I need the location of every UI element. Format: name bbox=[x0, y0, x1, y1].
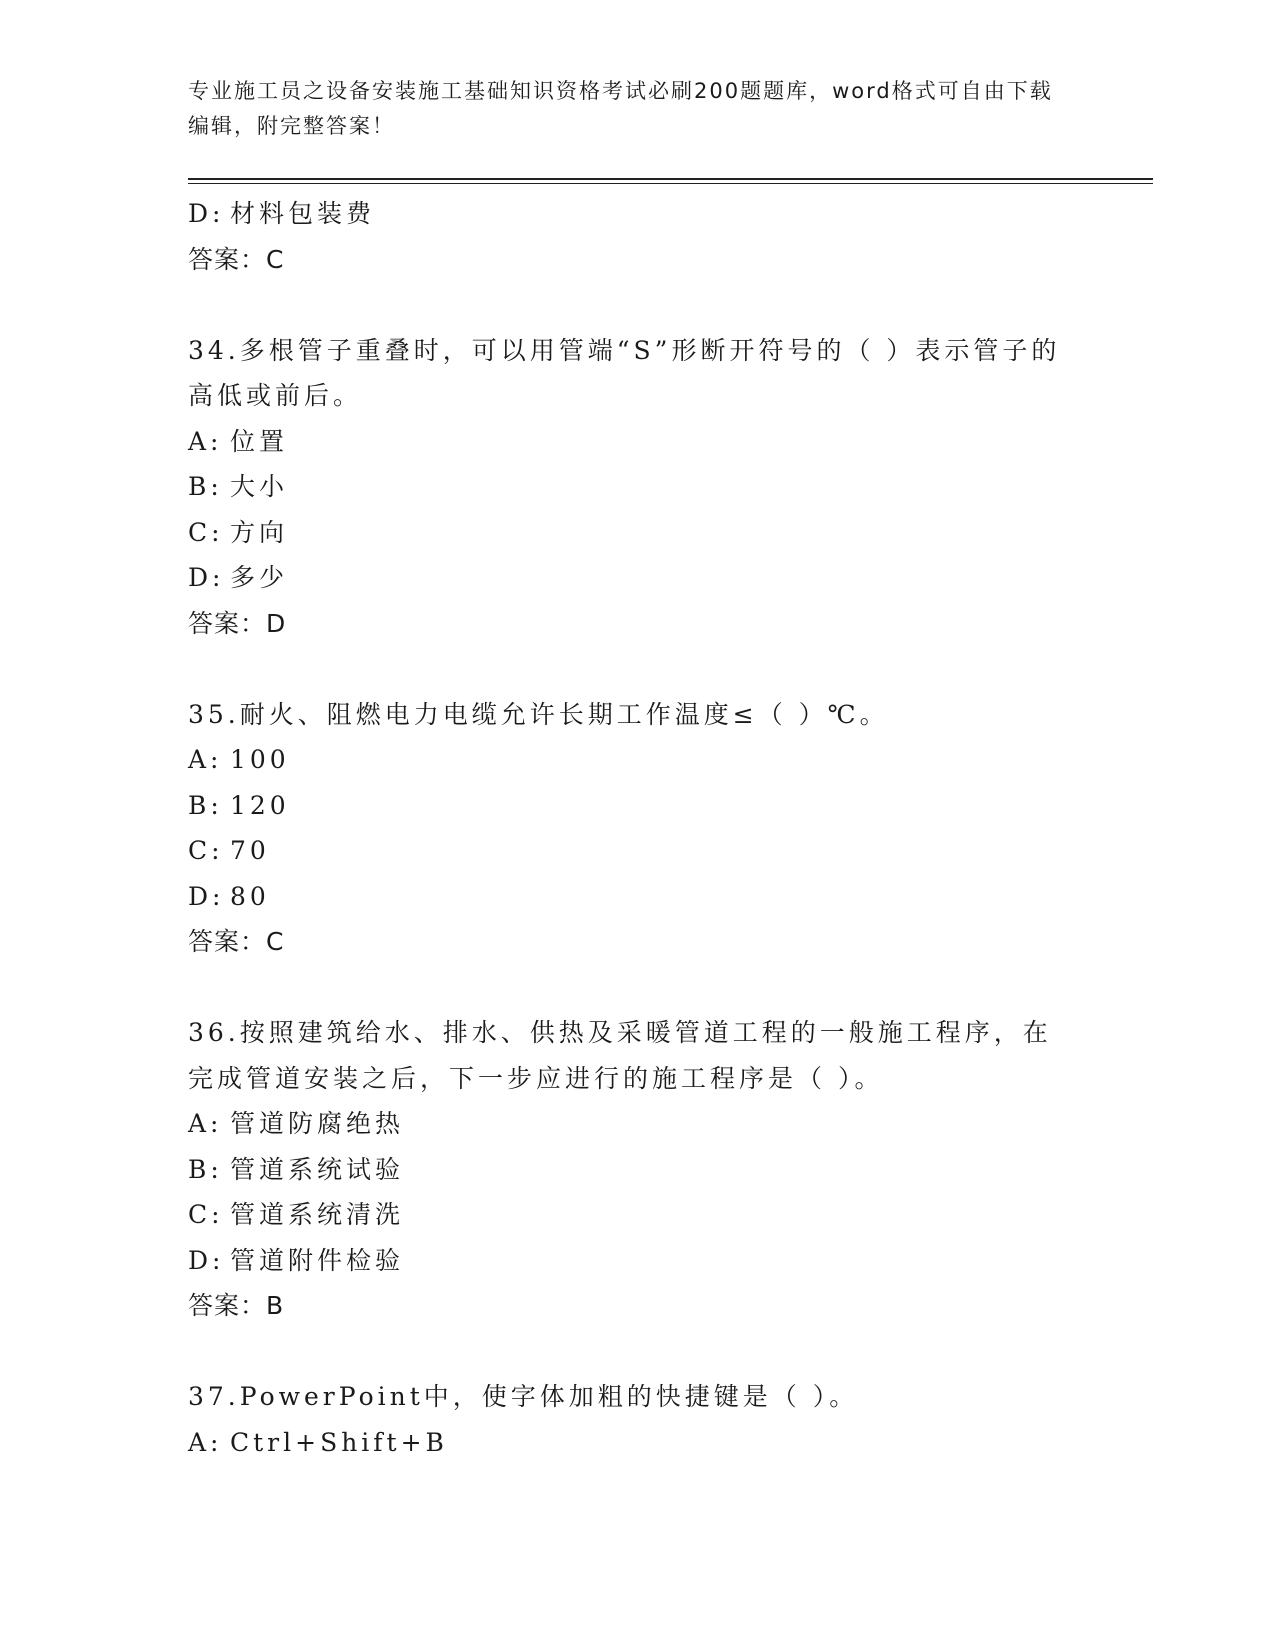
option-letter: D: bbox=[188, 881, 225, 911]
question-stem: 36.按照建筑给水、排水、供热及采暖管道工程的一般施工程序，在完成管道安装之后，下一步应进行的施工程序是（ ）。 bbox=[188, 1018, 1052, 1093]
option-letter: D: bbox=[188, 199, 225, 228]
option-text: 管道防腐绝热 bbox=[230, 1109, 405, 1138]
option-text: 120 bbox=[230, 790, 290, 820]
option-text: Ctrl+Shift+B bbox=[230, 1427, 448, 1457]
option-text: 管道系统试验 bbox=[230, 1154, 405, 1184]
option-letter: A: bbox=[188, 1427, 223, 1457]
option-text: 100 bbox=[230, 745, 290, 774]
option-a bbox=[188, 419, 1088, 465]
option-text: 70 bbox=[230, 836, 270, 865]
question-stem: 35.耐火、阻燃电力电缆允许长期工作温度≤（ ）℃。 bbox=[188, 699, 889, 729]
question-list bbox=[188, 191, 1088, 1465]
option-text: 80 bbox=[230, 881, 270, 911]
option-text: 方向 bbox=[230, 517, 289, 547]
option-letter: B: bbox=[188, 790, 223, 820]
option-b bbox=[188, 783, 1088, 829]
option-d bbox=[188, 555, 1088, 601]
option-a bbox=[188, 737, 1088, 783]
option-text: 管道附件检验 bbox=[230, 1245, 405, 1275]
option-text: 多少 bbox=[230, 563, 289, 592]
document-header: 专业施工员之设备安装施工基础知识资格考试必刷200题题库，word格式可自由下载编辑，附完整答案！ bbox=[188, 79, 1053, 138]
option-letter: C: bbox=[188, 836, 224, 865]
option-a bbox=[188, 1101, 1088, 1147]
option-letter: A: bbox=[188, 745, 223, 774]
option-letter: C: bbox=[188, 1200, 224, 1229]
header-divider bbox=[188, 178, 1153, 180]
question-stem: 37.PowerPoint中，使字体加粗的快捷键是（ ）。 bbox=[188, 1382, 859, 1411]
option-c bbox=[188, 1192, 1088, 1238]
spacer bbox=[188, 1329, 1088, 1375]
option-d bbox=[188, 191, 1088, 237]
option-c bbox=[188, 828, 1088, 874]
option-letter: D: bbox=[188, 1245, 225, 1275]
option-b bbox=[188, 464, 1088, 510]
answer-line: 答案：C bbox=[188, 927, 285, 956]
option-letter: A: bbox=[188, 426, 223, 456]
spacer bbox=[188, 646, 1088, 692]
option-letter: B: bbox=[188, 1154, 223, 1184]
header-divider-thin bbox=[188, 183, 1153, 184]
spacer bbox=[188, 965, 1088, 1011]
option-letter: A: bbox=[188, 1109, 223, 1138]
option-b bbox=[188, 1147, 1088, 1193]
option-a bbox=[188, 1420, 1088, 1466]
spacer bbox=[188, 282, 1088, 328]
option-letter: C: bbox=[188, 517, 224, 547]
option-d bbox=[188, 874, 1088, 920]
option-c bbox=[188, 510, 1088, 556]
answer-line: 答案：B bbox=[188, 1291, 285, 1320]
option-letter: B: bbox=[188, 472, 223, 501]
option-letter: D: bbox=[188, 563, 225, 592]
option-text: 材料包装费 bbox=[230, 199, 376, 228]
answer-line: 答案：C bbox=[188, 244, 285, 274]
option-text: 管道系统清洗 bbox=[230, 1200, 405, 1229]
option-text: 大小 bbox=[230, 472, 289, 501]
question-stem: 34.多根管子重叠时，可以用管端“S”形断开符号的（ ）表示管子的高低或前后。 bbox=[188, 335, 1061, 410]
option-text: 位置 bbox=[230, 426, 289, 456]
option-d bbox=[188, 1238, 1088, 1284]
answer-line: 答案：D bbox=[188, 608, 287, 638]
